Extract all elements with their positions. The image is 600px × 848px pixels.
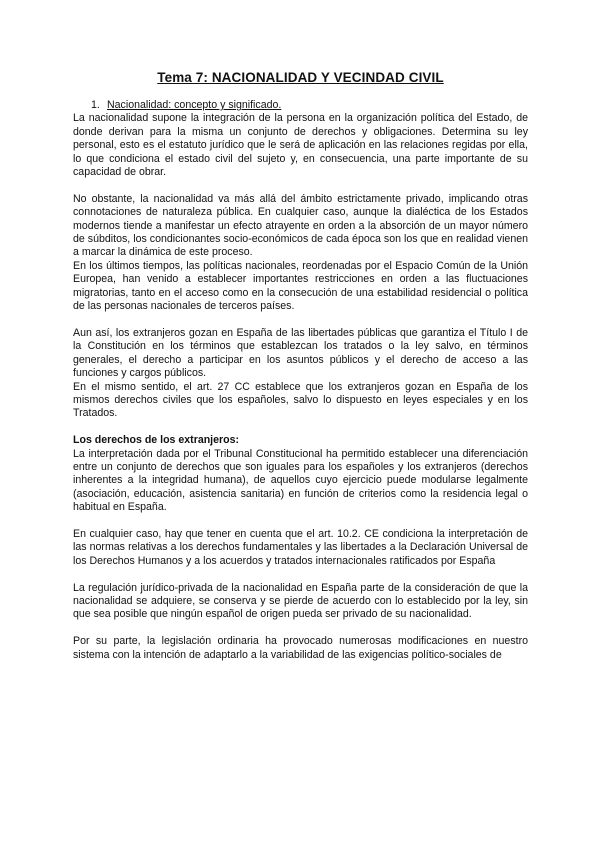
subheading: Los derechos de los extranjeros: — [73, 434, 240, 447]
paragraph: No obstante, la nacionalidad va más allá del ámbito estrictamente privado, implicando otras connotaciones de naturaleza pública. En cualquier caso, aunque la dialéctica de los Estados modernos tiende a manifestar un efecto atrayente en orden a la absorción de un mayor número de súbditos, los condicionantes socio-económicos de cada época son los que en realidad vienen a marcar la dinámica de este proceso. — [73, 192, 528, 259]
paragraph: La regulación jurídico-privada de la nacionalidad en España parte de la consideración de que la nacionalidad se adquiere, se conserva y se pierde de acuerdo con lo establecido por la ley, sin que sea posible que ningún español de origen pueda ser privado de su nacionalidad. — [73, 581, 528, 621]
section-label: Nacionalidad: concepto y significado. — [107, 99, 282, 111]
paragraph-gap — [73, 515, 528, 528]
paragraph: La interpretación dada por el Tribunal Constitucional ha permitido establecer una diferenciación entre un conjunto de derechos que son iguales para los españoles y los extranjeros (derechos inherentes a la integridad humana), de aquellos cuyo ejercicio puede modularse legalmente (asociación, educación, asistencia sanitaria) en función de criterios como la residencia legal o habitual en España. — [73, 447, 528, 514]
paragraph: En los últimos tiempos, las políticas nacionales, reordenadas por el Espacio Común de la Unión Europea, han venido a establecer importantes restricciones en orden a las fluctuaciones migratorias, tanto en el acceso como en la consecución de una estabilidad residencial o política de las personas nacionales de terceros países. — [73, 259, 528, 313]
paragraph: Aun así, los extranjeros gozan en España de las libertades públicas que garantiza el Título I de la Constitución en los términos que establezcan los tratados o la ley salvo, en términos generales, el derecho a participar en los asuntos públicos y el derecho de acceso a las funciones y cargos públicos. — [73, 326, 528, 380]
paragraph: En el mismo sentido, el art. 27 CC establece que los extranjeros gozan en España de los mismos derechos civiles que los españoles, salvo lo dispuesto en leyes especiales y en los Tratados. — [73, 380, 528, 420]
paragraph: En cualquier caso, hay que tener en cuenta que el art. 10.2. CE condiciona la interpretación de las normas relativas a los derechos fundamentales y las libertades a la Declaración Universal de los Derechos Humanos y a los acuerdos y tratados internacionales ratificados por España — [73, 527, 528, 567]
paragraph-gap — [73, 568, 528, 581]
paragraph: Por su parte, la legislación ordinaria ha provocado numerosas modificaciones en nuestro sistema con la intención de adaptarlo a la variabilidad de las exigencias político-sociales de — [73, 635, 528, 661]
section-number: 1. — [91, 99, 100, 111]
paragraph: La nacionalidad supone la integración de la persona en la organización política del Estado, de donde derivan para la misma un conjunto de derechos y obligaciones. Determina su ley personal, esto es el estatuto jurídico que le será de aplicación en las relaciones regidas por ella, lo que condiciona el estado civil del sujeto y, en consecuencia, una parte importante de su capacidad de obrar. — [73, 112, 528, 179]
page-title: Tema 7: NACIONALIDAD Y VECINDAD CIVIL — [157, 70, 444, 85]
paragraph-gap — [73, 179, 528, 192]
paragraph-gap — [73, 313, 528, 326]
section-heading — [91, 99, 528, 112]
paragraph-gap — [73, 421, 528, 434]
paragraph-gap — [73, 622, 528, 635]
